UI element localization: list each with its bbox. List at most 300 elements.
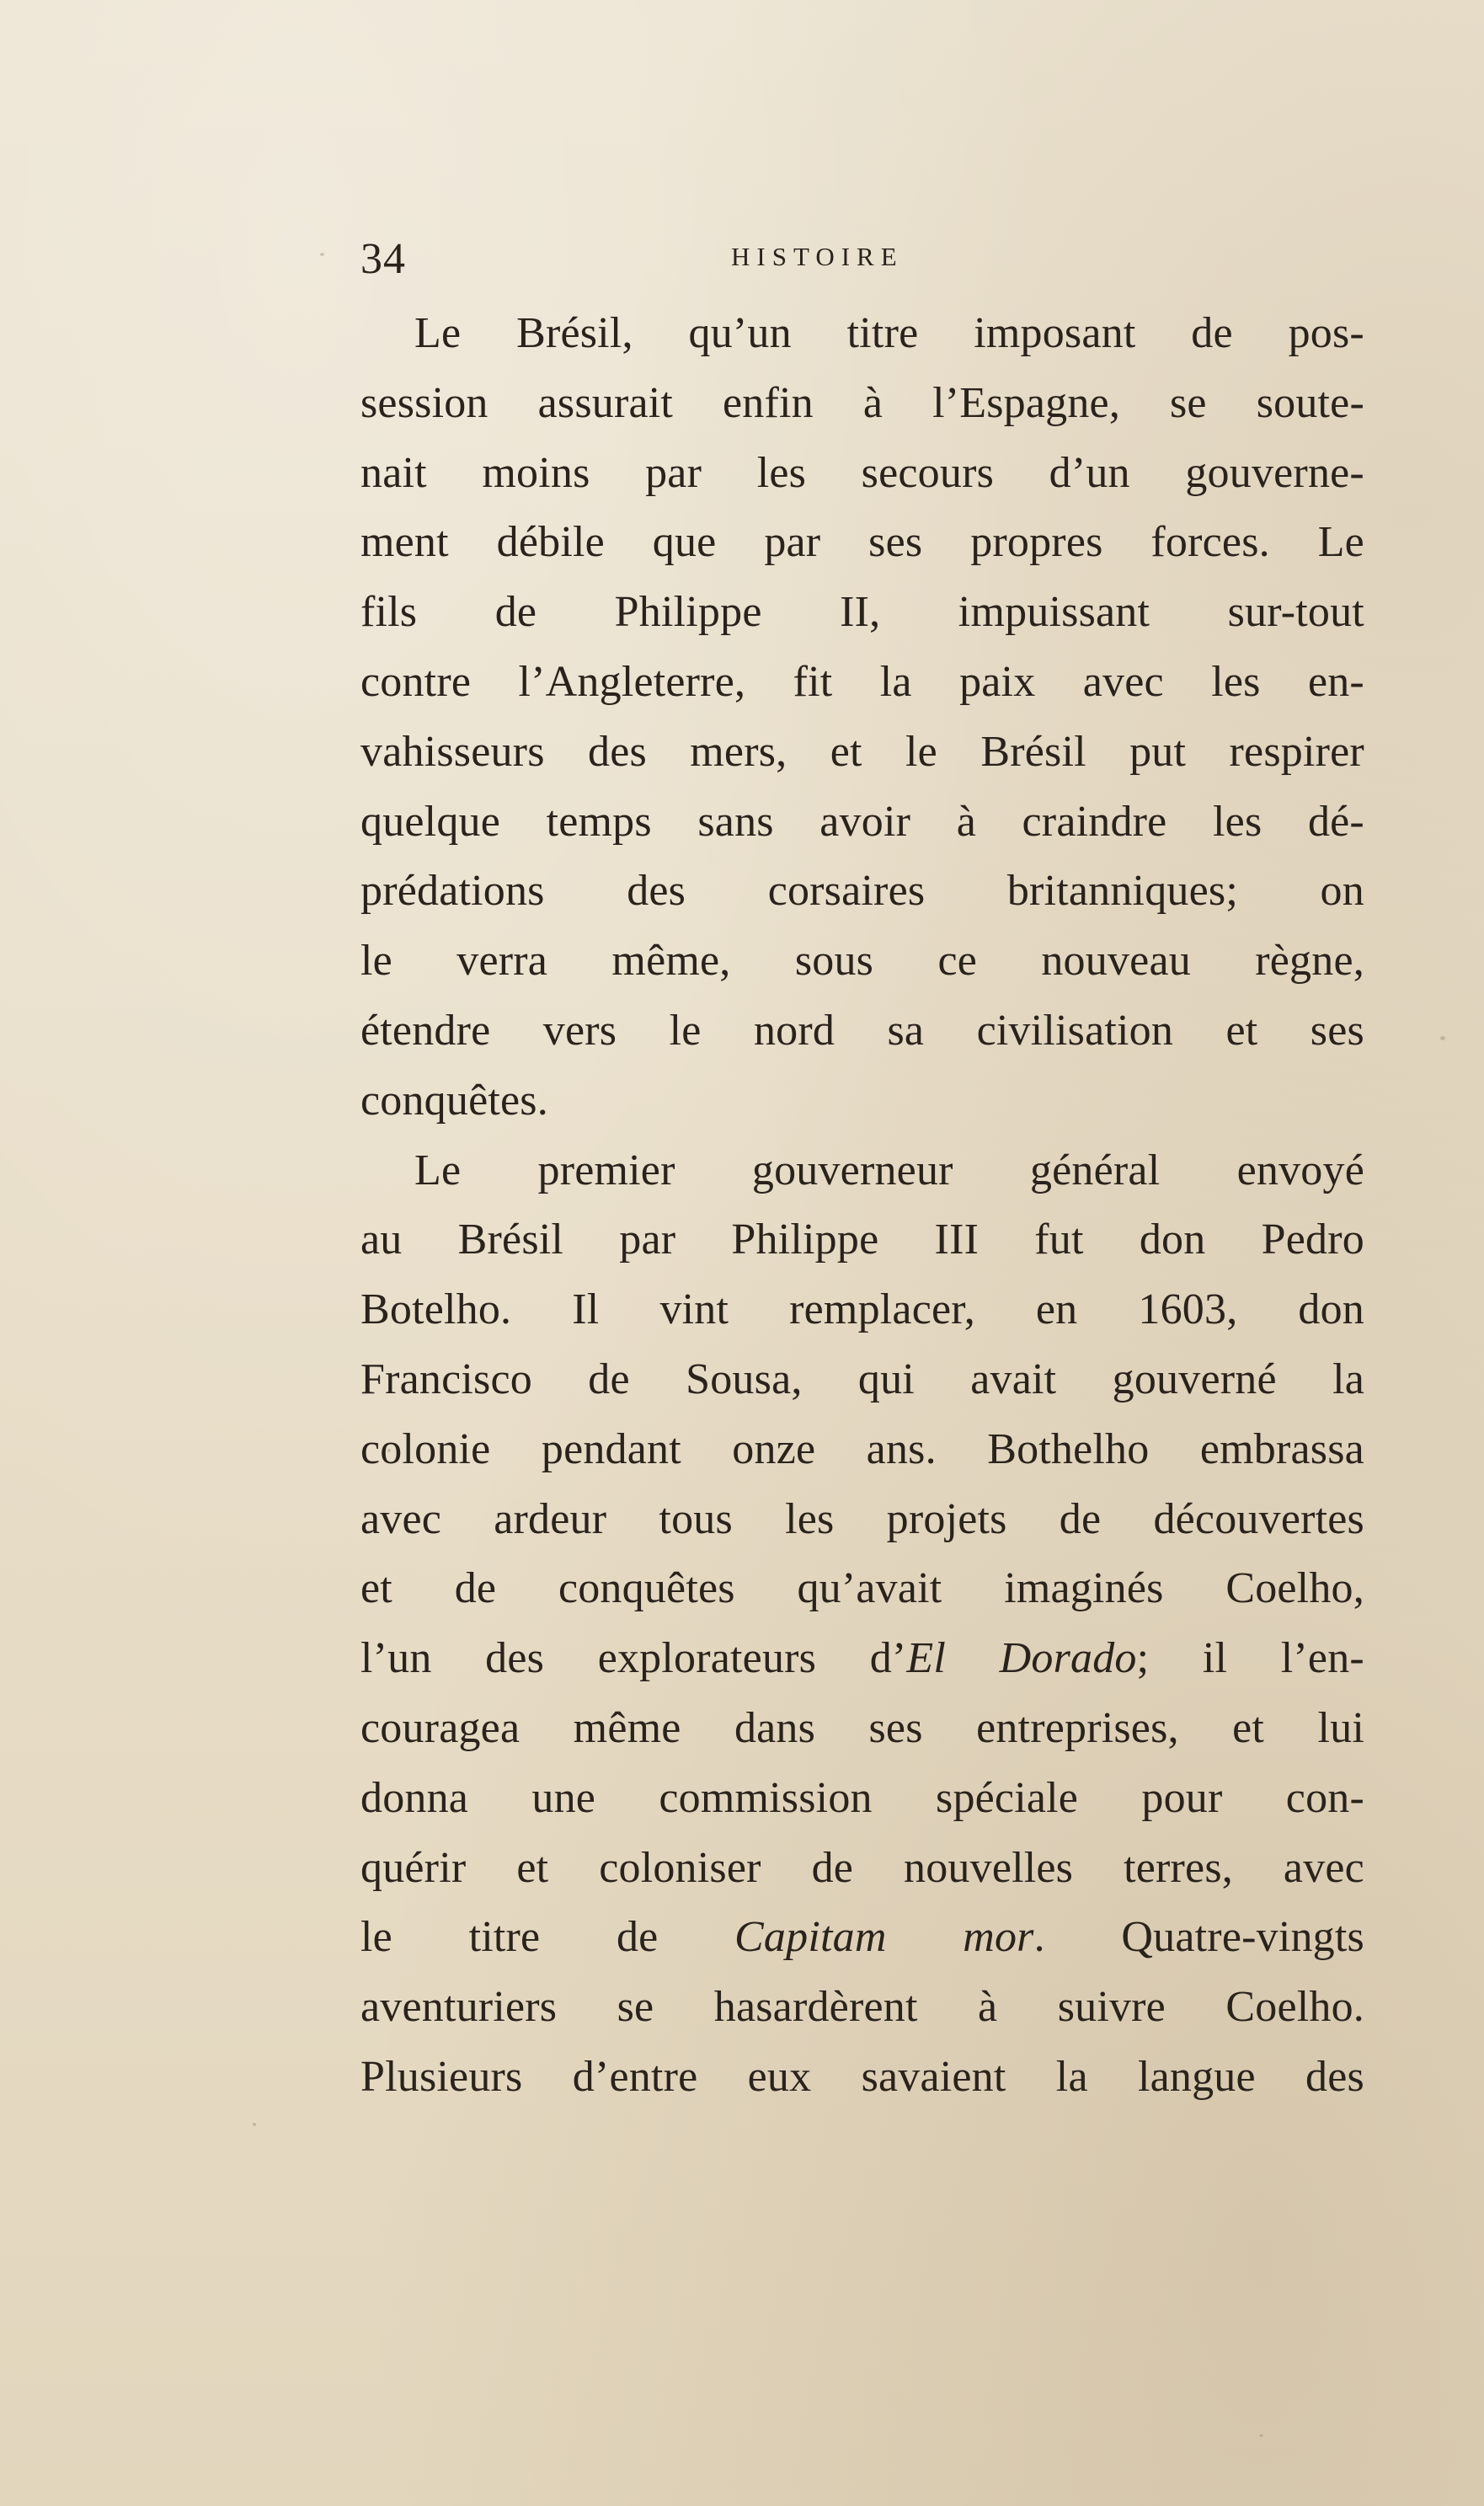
text-fragment: Quatre-vingts xyxy=(1121,1913,1364,1962)
text-fragment: les xyxy=(1213,797,1262,846)
text-fragment: titre xyxy=(846,309,919,357)
text-fragment: le xyxy=(669,1006,702,1055)
text-fragment: ses xyxy=(1310,1006,1364,1055)
text-fragment: l’Espagne, xyxy=(932,378,1121,427)
word xyxy=(543,997,617,1066)
text-line xyxy=(360,369,1364,439)
text-fragment: impuissant xyxy=(958,588,1150,637)
word xyxy=(516,1834,548,1904)
text-fragment: ardeur xyxy=(494,1494,607,1543)
text-fragment: de xyxy=(494,588,537,637)
text-fragment: donna xyxy=(360,1773,469,1822)
text-fragment: de xyxy=(811,1843,854,1892)
text-fragment: ses xyxy=(868,518,923,567)
word xyxy=(868,508,922,578)
word xyxy=(360,1066,548,1136)
word xyxy=(659,1485,732,1555)
word xyxy=(723,369,814,439)
text-fragment: nouveau xyxy=(1041,937,1191,986)
text-fragment: il xyxy=(1202,1634,1228,1683)
word xyxy=(1034,1205,1083,1275)
text-fragment: de xyxy=(616,1913,659,1962)
word xyxy=(542,1415,681,1485)
word xyxy=(867,1415,937,1485)
word xyxy=(414,1136,461,1206)
text-line xyxy=(360,1554,1364,1624)
word xyxy=(862,2043,1006,2113)
text-fragment: Sousa, xyxy=(686,1355,803,1403)
word xyxy=(360,1973,557,2043)
text-fragment: et xyxy=(1225,1006,1258,1055)
text-fragment: spéciale xyxy=(936,1773,1079,1822)
text-fragment: on xyxy=(1320,867,1364,916)
word xyxy=(519,648,746,718)
word xyxy=(497,508,605,578)
text-fragment: soute- xyxy=(1256,378,1364,427)
text-fragment: de xyxy=(588,1355,630,1403)
text-fragment: à xyxy=(862,378,883,427)
word xyxy=(1332,1345,1364,1415)
word xyxy=(670,997,702,1066)
text-fragment: Philippe xyxy=(614,588,762,637)
text-fragment: con- xyxy=(1285,1773,1364,1822)
word xyxy=(1049,439,1130,509)
text-fragment: entreprises, xyxy=(976,1703,1179,1752)
word xyxy=(959,648,1035,718)
text-fragment: britanniques; xyxy=(1006,867,1238,916)
text-fragment: nouvelles xyxy=(904,1843,1074,1892)
text-fragment: II, xyxy=(840,588,881,637)
word xyxy=(1022,788,1167,858)
word xyxy=(455,1554,496,1624)
text-fragment: secours xyxy=(861,448,995,497)
word xyxy=(617,1973,654,2043)
text-fragment: avec xyxy=(1082,657,1164,706)
text-fragment: l’en- xyxy=(1280,1634,1364,1683)
word xyxy=(1138,1275,1237,1345)
word xyxy=(360,1764,468,1834)
word xyxy=(1170,369,1207,439)
word xyxy=(360,578,417,648)
word xyxy=(360,1834,466,1904)
body-text xyxy=(360,299,1364,2113)
text-fragment: des xyxy=(588,727,647,776)
word xyxy=(862,439,994,509)
word xyxy=(1124,1834,1233,1904)
word xyxy=(360,648,471,718)
text-line xyxy=(360,299,1364,369)
paper-speck xyxy=(387,1449,391,1452)
text-line xyxy=(360,2043,1364,2113)
text-fragment: Pedro xyxy=(1261,1216,1364,1264)
word xyxy=(458,1205,563,1275)
word xyxy=(887,997,924,1066)
text-fragment: Le xyxy=(414,309,462,357)
word xyxy=(538,369,673,439)
word xyxy=(360,997,490,1066)
word xyxy=(987,1415,1149,1485)
text-fragment: pendant xyxy=(541,1424,681,1473)
text-fragment: don xyxy=(1139,1216,1206,1264)
text-line xyxy=(360,1345,1364,1415)
word xyxy=(1036,1275,1077,1345)
word xyxy=(932,369,1120,439)
text-fragment: Philippe xyxy=(731,1216,879,1264)
text-fragment: pour xyxy=(1141,1773,1223,1822)
word xyxy=(573,2043,698,2113)
text-line xyxy=(360,788,1364,858)
text-fragment: se xyxy=(1170,378,1207,427)
text-fragment: d’un xyxy=(1049,448,1130,497)
word xyxy=(754,997,835,1066)
text-fragment: session xyxy=(360,378,488,427)
word xyxy=(1041,927,1191,997)
page-number: 34 xyxy=(360,235,406,283)
text-fragment: savaient xyxy=(861,2052,1006,2101)
word xyxy=(1185,439,1364,509)
text-fragment: projets xyxy=(886,1494,1007,1543)
text-fragment: Brésil, xyxy=(516,309,633,357)
text-fragment: de xyxy=(454,1564,497,1613)
text-fragment: et xyxy=(360,1564,392,1613)
text-fragment: Coelho, xyxy=(1225,1564,1364,1613)
word xyxy=(905,718,937,788)
word xyxy=(611,927,730,997)
text-fragment: se xyxy=(617,1983,654,2032)
text-fragment: enfin xyxy=(723,378,814,427)
word xyxy=(617,1903,658,1973)
word xyxy=(494,1485,606,1555)
word xyxy=(360,857,545,927)
word xyxy=(1225,1973,1364,2043)
text-line xyxy=(360,1485,1364,1555)
text-fragment: même, xyxy=(611,937,731,986)
text-fragment: corsaires xyxy=(767,867,926,916)
word xyxy=(686,1345,802,1415)
word xyxy=(360,718,545,788)
word xyxy=(547,788,652,858)
text-fragment: sous xyxy=(794,937,874,986)
word xyxy=(958,578,1150,648)
text-fragment: des xyxy=(627,867,686,916)
running-title: HISTOIRE xyxy=(731,242,904,271)
text-fragment: gouverne- xyxy=(1185,448,1364,497)
word xyxy=(495,578,536,648)
word xyxy=(456,927,547,997)
word xyxy=(977,997,1173,1066)
word xyxy=(360,1554,392,1624)
word xyxy=(869,1694,923,1764)
word xyxy=(840,578,880,648)
text-fragment: dé- xyxy=(1307,797,1364,846)
word xyxy=(887,1485,1007,1555)
word xyxy=(1257,369,1364,439)
word xyxy=(748,2043,812,2113)
word xyxy=(1255,927,1364,997)
word xyxy=(732,1415,815,1485)
text-fragment: lui xyxy=(1317,1703,1364,1752)
text-fragment: Le xyxy=(414,1146,462,1194)
word xyxy=(1228,578,1364,648)
word xyxy=(789,1275,975,1345)
word xyxy=(1191,299,1232,369)
word xyxy=(360,927,392,997)
text-line xyxy=(360,1415,1364,1485)
text-fragment: civilisation xyxy=(976,1006,1174,1055)
text-fragment: par xyxy=(645,448,702,497)
word xyxy=(1007,857,1238,927)
word xyxy=(734,1903,887,1973)
text-line xyxy=(360,1973,1364,2043)
text-fragment: Il xyxy=(572,1285,600,1334)
word xyxy=(1281,1624,1364,1694)
text-fragment: conquêtes. xyxy=(360,1076,548,1125)
text-fragment: sa xyxy=(887,1006,925,1055)
text-fragment: qu’un xyxy=(688,309,792,357)
word xyxy=(572,1275,599,1345)
word xyxy=(659,1275,729,1345)
text-fragment: gouverneur xyxy=(751,1146,953,1194)
text-fragment: colonie xyxy=(360,1424,491,1473)
word xyxy=(830,718,862,788)
word xyxy=(360,439,427,509)
word xyxy=(1308,648,1364,718)
word xyxy=(1311,997,1364,1066)
text-line xyxy=(360,718,1364,788)
word xyxy=(797,1554,942,1624)
word xyxy=(1298,1275,1364,1345)
word xyxy=(1308,788,1364,858)
word xyxy=(793,648,833,718)
text-fragment: à xyxy=(956,797,976,846)
text-fragment: d’ xyxy=(869,1634,907,1683)
text-line xyxy=(360,927,1364,997)
text-fragment: propres xyxy=(970,518,1103,567)
text-fragment: et xyxy=(516,1843,549,1892)
text-fragment: langue xyxy=(1137,2052,1256,2101)
word xyxy=(1321,857,1364,927)
text-line xyxy=(360,1694,1364,1764)
word xyxy=(414,299,461,369)
word xyxy=(469,1903,541,1973)
word xyxy=(1056,2043,1088,2113)
text-fragment: des xyxy=(1305,2052,1364,2101)
text-fragment: nait xyxy=(360,448,427,497)
italic-text: El xyxy=(906,1634,947,1683)
word xyxy=(1200,1415,1364,1485)
text-fragment: imposant xyxy=(974,309,1136,357)
word xyxy=(819,788,910,858)
text-fragment: avait xyxy=(970,1355,1057,1403)
word xyxy=(538,1136,675,1206)
text-fragment: eux xyxy=(747,2052,812,2101)
text-fragment: explorateurs xyxy=(597,1634,817,1683)
text-fragment: conquêtes xyxy=(558,1564,735,1613)
text-line xyxy=(360,648,1364,718)
text-fragment: hasardèrent xyxy=(713,1983,918,2032)
word xyxy=(858,1345,915,1415)
word xyxy=(599,1834,761,1904)
text-fragment: gouverné xyxy=(1112,1355,1277,1403)
text-fragment: quelque xyxy=(360,797,501,846)
text-fragment: au xyxy=(360,1216,403,1264)
text-fragment: . xyxy=(1033,1913,1045,1962)
text-fragment: qui xyxy=(857,1355,915,1403)
word xyxy=(615,578,762,648)
word xyxy=(734,1694,815,1764)
text-fragment: de xyxy=(1191,309,1233,357)
word xyxy=(957,788,976,858)
text-fragment: sur-tout xyxy=(1227,588,1364,637)
text-fragment: Bothelho xyxy=(987,1424,1150,1473)
word xyxy=(714,1973,918,2043)
word xyxy=(1150,508,1269,578)
word xyxy=(360,1485,441,1555)
text-fragment: général xyxy=(1029,1146,1161,1194)
text-fragment: Brésil xyxy=(980,727,1086,776)
text-fragment: onze xyxy=(732,1424,816,1473)
word xyxy=(588,1345,629,1415)
text-fragment: et xyxy=(830,727,862,776)
text-fragment: couragea xyxy=(360,1703,520,1752)
word xyxy=(1225,997,1257,1066)
text-line xyxy=(360,1205,1364,1275)
italic-text: Capitam xyxy=(734,1913,887,1962)
text-fragment: le xyxy=(905,727,937,776)
word xyxy=(936,1764,1078,1834)
word xyxy=(880,648,912,718)
word xyxy=(598,1624,816,1694)
word xyxy=(1213,788,1262,858)
text-fragment: Coelho. xyxy=(1225,1983,1364,2032)
text-fragment: Francisco xyxy=(360,1355,532,1403)
text-fragment: avec xyxy=(1283,1843,1364,1892)
text-fragment: même xyxy=(573,1703,681,1752)
text-fragment: le xyxy=(360,937,392,986)
text-fragment: l’Angleterre, xyxy=(518,657,746,706)
text-fragment: 1603, xyxy=(1138,1285,1238,1334)
text-fragment: coloniser xyxy=(599,1843,761,1892)
word xyxy=(1305,2043,1364,2113)
word xyxy=(904,1834,1073,1904)
text-fragment: fut xyxy=(1034,1216,1084,1264)
text-fragment: forces. xyxy=(1150,518,1270,567)
word xyxy=(974,299,1135,369)
word xyxy=(485,1624,544,1694)
word xyxy=(764,508,820,578)
text-fragment: dans xyxy=(734,1703,816,1752)
word xyxy=(360,1903,392,1973)
word xyxy=(1284,1834,1364,1904)
text-fragment: par xyxy=(764,518,821,567)
word xyxy=(360,788,500,858)
text-line xyxy=(360,578,1364,648)
word xyxy=(360,1275,511,1345)
text-fragment: avoir xyxy=(819,797,911,846)
word xyxy=(970,1345,1056,1415)
word xyxy=(1237,1136,1364,1206)
word xyxy=(697,788,773,858)
text-fragment: d’entre xyxy=(572,2052,698,2101)
text-fragment: terres, xyxy=(1124,1843,1233,1892)
word xyxy=(870,1624,946,1694)
italic-text: mor xyxy=(963,1913,1034,1962)
word xyxy=(863,369,883,439)
word xyxy=(1203,1624,1227,1694)
text-fragment: Botelho. xyxy=(360,1285,512,1334)
text-fragment: embrassa xyxy=(1199,1424,1364,1473)
text-fragment: ment xyxy=(360,518,449,567)
text-fragment: craindre xyxy=(1022,797,1167,846)
text-fragment: prédations xyxy=(360,867,545,916)
text-fragment: la xyxy=(1332,1355,1364,1403)
word xyxy=(1140,1205,1206,1275)
word xyxy=(627,857,686,927)
word xyxy=(795,927,873,997)
page-header xyxy=(360,226,1430,293)
word xyxy=(768,857,926,927)
text-fragment: en xyxy=(1035,1285,1078,1334)
word xyxy=(1129,718,1186,788)
text-fragment: III xyxy=(934,1216,980,1264)
word xyxy=(659,1764,872,1834)
word xyxy=(1121,1903,1364,1973)
word xyxy=(970,508,1102,578)
text-fragment: vers xyxy=(542,1006,617,1055)
text-fragment: put xyxy=(1129,727,1187,776)
text-fragment: tous xyxy=(659,1494,733,1543)
paper-speck xyxy=(320,253,324,256)
word xyxy=(360,508,449,578)
text-fragment: premier xyxy=(537,1146,675,1194)
word xyxy=(1030,1136,1160,1206)
word xyxy=(653,508,717,578)
text-line xyxy=(360,1903,1364,1973)
text-fragment: suivre xyxy=(1057,1983,1166,2032)
word xyxy=(1141,1764,1222,1834)
text-line xyxy=(360,1764,1364,1834)
word xyxy=(360,2043,522,2113)
text-fragment: vint xyxy=(659,1285,729,1334)
text-line xyxy=(360,1624,1364,1694)
text-fragment: respirer xyxy=(1229,727,1364,776)
paper-speck xyxy=(1259,2434,1263,2437)
text-fragment: commission xyxy=(659,1773,873,1822)
text-fragment: titre xyxy=(468,1913,541,1962)
text-fragment: aventuriers xyxy=(360,1983,558,2032)
word xyxy=(1004,1554,1163,1624)
text-fragment: mers, xyxy=(690,727,787,776)
text-fragment: fils xyxy=(360,588,418,637)
text-fragment: remplacer, xyxy=(789,1285,975,1334)
word xyxy=(1318,1694,1365,1764)
word xyxy=(1060,1485,1101,1555)
word xyxy=(1262,1205,1364,1275)
text-fragment: de xyxy=(1059,1494,1102,1543)
word xyxy=(1058,1973,1166,2043)
text-fragment: pos- xyxy=(1288,309,1364,357)
text-fragment: sans xyxy=(697,797,774,846)
text-fragment: étendre xyxy=(360,1006,491,1055)
word xyxy=(360,1345,532,1415)
text-fragment: moins xyxy=(482,448,590,497)
text-fragment: les xyxy=(1211,657,1261,706)
word xyxy=(1289,299,1364,369)
text-fragment: et xyxy=(1232,1703,1265,1752)
word xyxy=(619,1205,675,1275)
italic-text: Dorado xyxy=(999,1634,1137,1683)
word xyxy=(1138,2043,1256,2113)
